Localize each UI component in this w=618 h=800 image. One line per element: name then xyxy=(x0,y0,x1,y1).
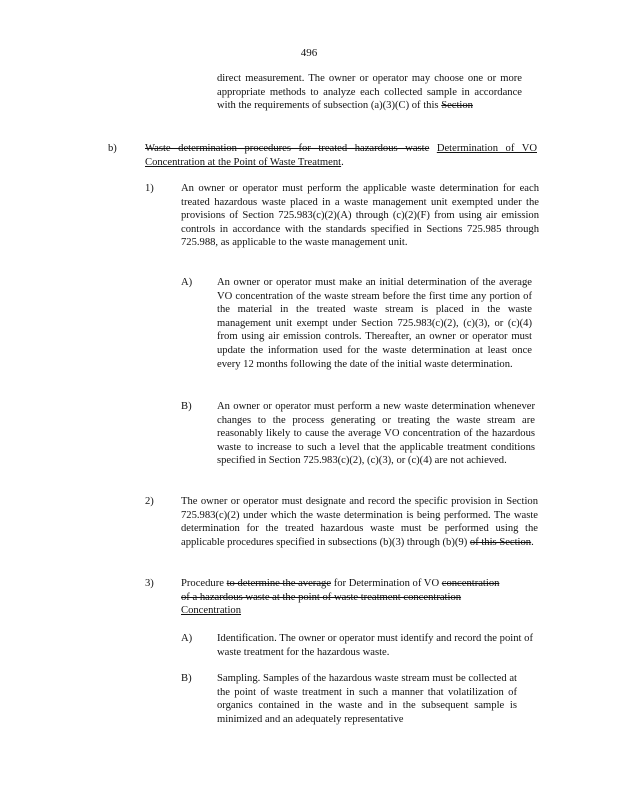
deleted-text: of this Section xyxy=(469,536,532,548)
subsection-1B-paragraph: An owner or operator must perform a new waste determination whenever changes to the process generating or treating the waste stream are reasonably likely to cause the average VO concentration of the hazardous waste to increase to such a level that the applicable treatment conditions specified in Section 725.983(c)(2), (c)(3), or (c)(4) are not achieved. xyxy=(217,401,535,467)
heading-text: for Determination of VO xyxy=(333,578,440,589)
subsection-label-1A: A) xyxy=(181,277,193,288)
subsection-label-3B: B) xyxy=(181,673,192,684)
period: . xyxy=(531,536,534,548)
page-number: 496 xyxy=(300,47,318,59)
subsection-1-paragraph: An owner or operator must perform the applicable waste determination for each treated hazardous waste placed in a waste management unit exempted under the provisions of Section 725.983(c)(2)(A) through (c)(2)(F) from using air emission controls in accordance with the standards specified in Sections 725.985 through 725.988, as applicable to the waste management unit. xyxy=(181,183,539,249)
subsection-label-3: 3) xyxy=(145,578,154,589)
subsection-label-1: 1) xyxy=(145,183,154,194)
deleted-text: Section xyxy=(441,100,473,112)
deleted-text: to determine the average xyxy=(226,578,332,589)
subsection-1A-paragraph: An owner or operator must make an initial determination of the average VO concentration of the waste stream before the first time any portion of the material in the treated waste stream is placed in the waste management unit exempt under Section 725.983(c)(2), (c)(3), or (c)(4) from using air emission controls. Thereafter, an owner or operator must update the information used for the waste determination at least once every 12 months following the date of the initial waste determination. xyxy=(217,277,532,370)
inserted-heading: Determination of VO Concentration at the Point of Waste Treatment xyxy=(145,143,537,168)
subsection-label-3A: A) xyxy=(181,633,193,644)
heading-text: Procedure xyxy=(181,578,224,589)
carryover-paragraph xyxy=(217,72,522,113)
subsection-2-paragraph xyxy=(181,495,538,549)
subsection-2-text: The owner or operator must designate and record the specific provision in Section 725.983(c)(2) under which the waste determination is being performed. The waste determination for the treated hazardous waste must be performed using the applicable procedures specified in subsections (b)(3) through (b)(9) xyxy=(181,496,538,548)
heading-period: . xyxy=(341,156,344,168)
inserted-text: Concentration xyxy=(181,605,242,617)
subsection-3B-paragraph: Sampling. Samples of the hazardous waste stream must be collected at the point of waste treatment in such a manner that volatilization of organics contained in the waste and in the subsequent sample is minimized and an adequately representative xyxy=(217,673,517,725)
section-b-heading xyxy=(145,142,537,169)
section-label-b: b) xyxy=(108,143,117,154)
subsection-3A-paragraph: Identification. The owner or operator must identify and record the point of waste treatment for the hazardous waste. xyxy=(217,633,533,658)
deleted-heading: Waste determination procedures for treated hazardous waste xyxy=(145,143,430,154)
carryover-text: direct measurement. The owner or operator may choose one or more appropriate methods to analyze each collected sample in accordance with the requirements of subsection (a)(3)(C) of this xyxy=(217,73,522,112)
deleted-text: concentration of a hazardous waste at the point of waste treatment concentration xyxy=(181,578,500,603)
subsection-label-1B: B) xyxy=(181,401,192,412)
subsection-label-2: 2) xyxy=(145,496,154,507)
subsection-3-heading xyxy=(181,577,501,618)
